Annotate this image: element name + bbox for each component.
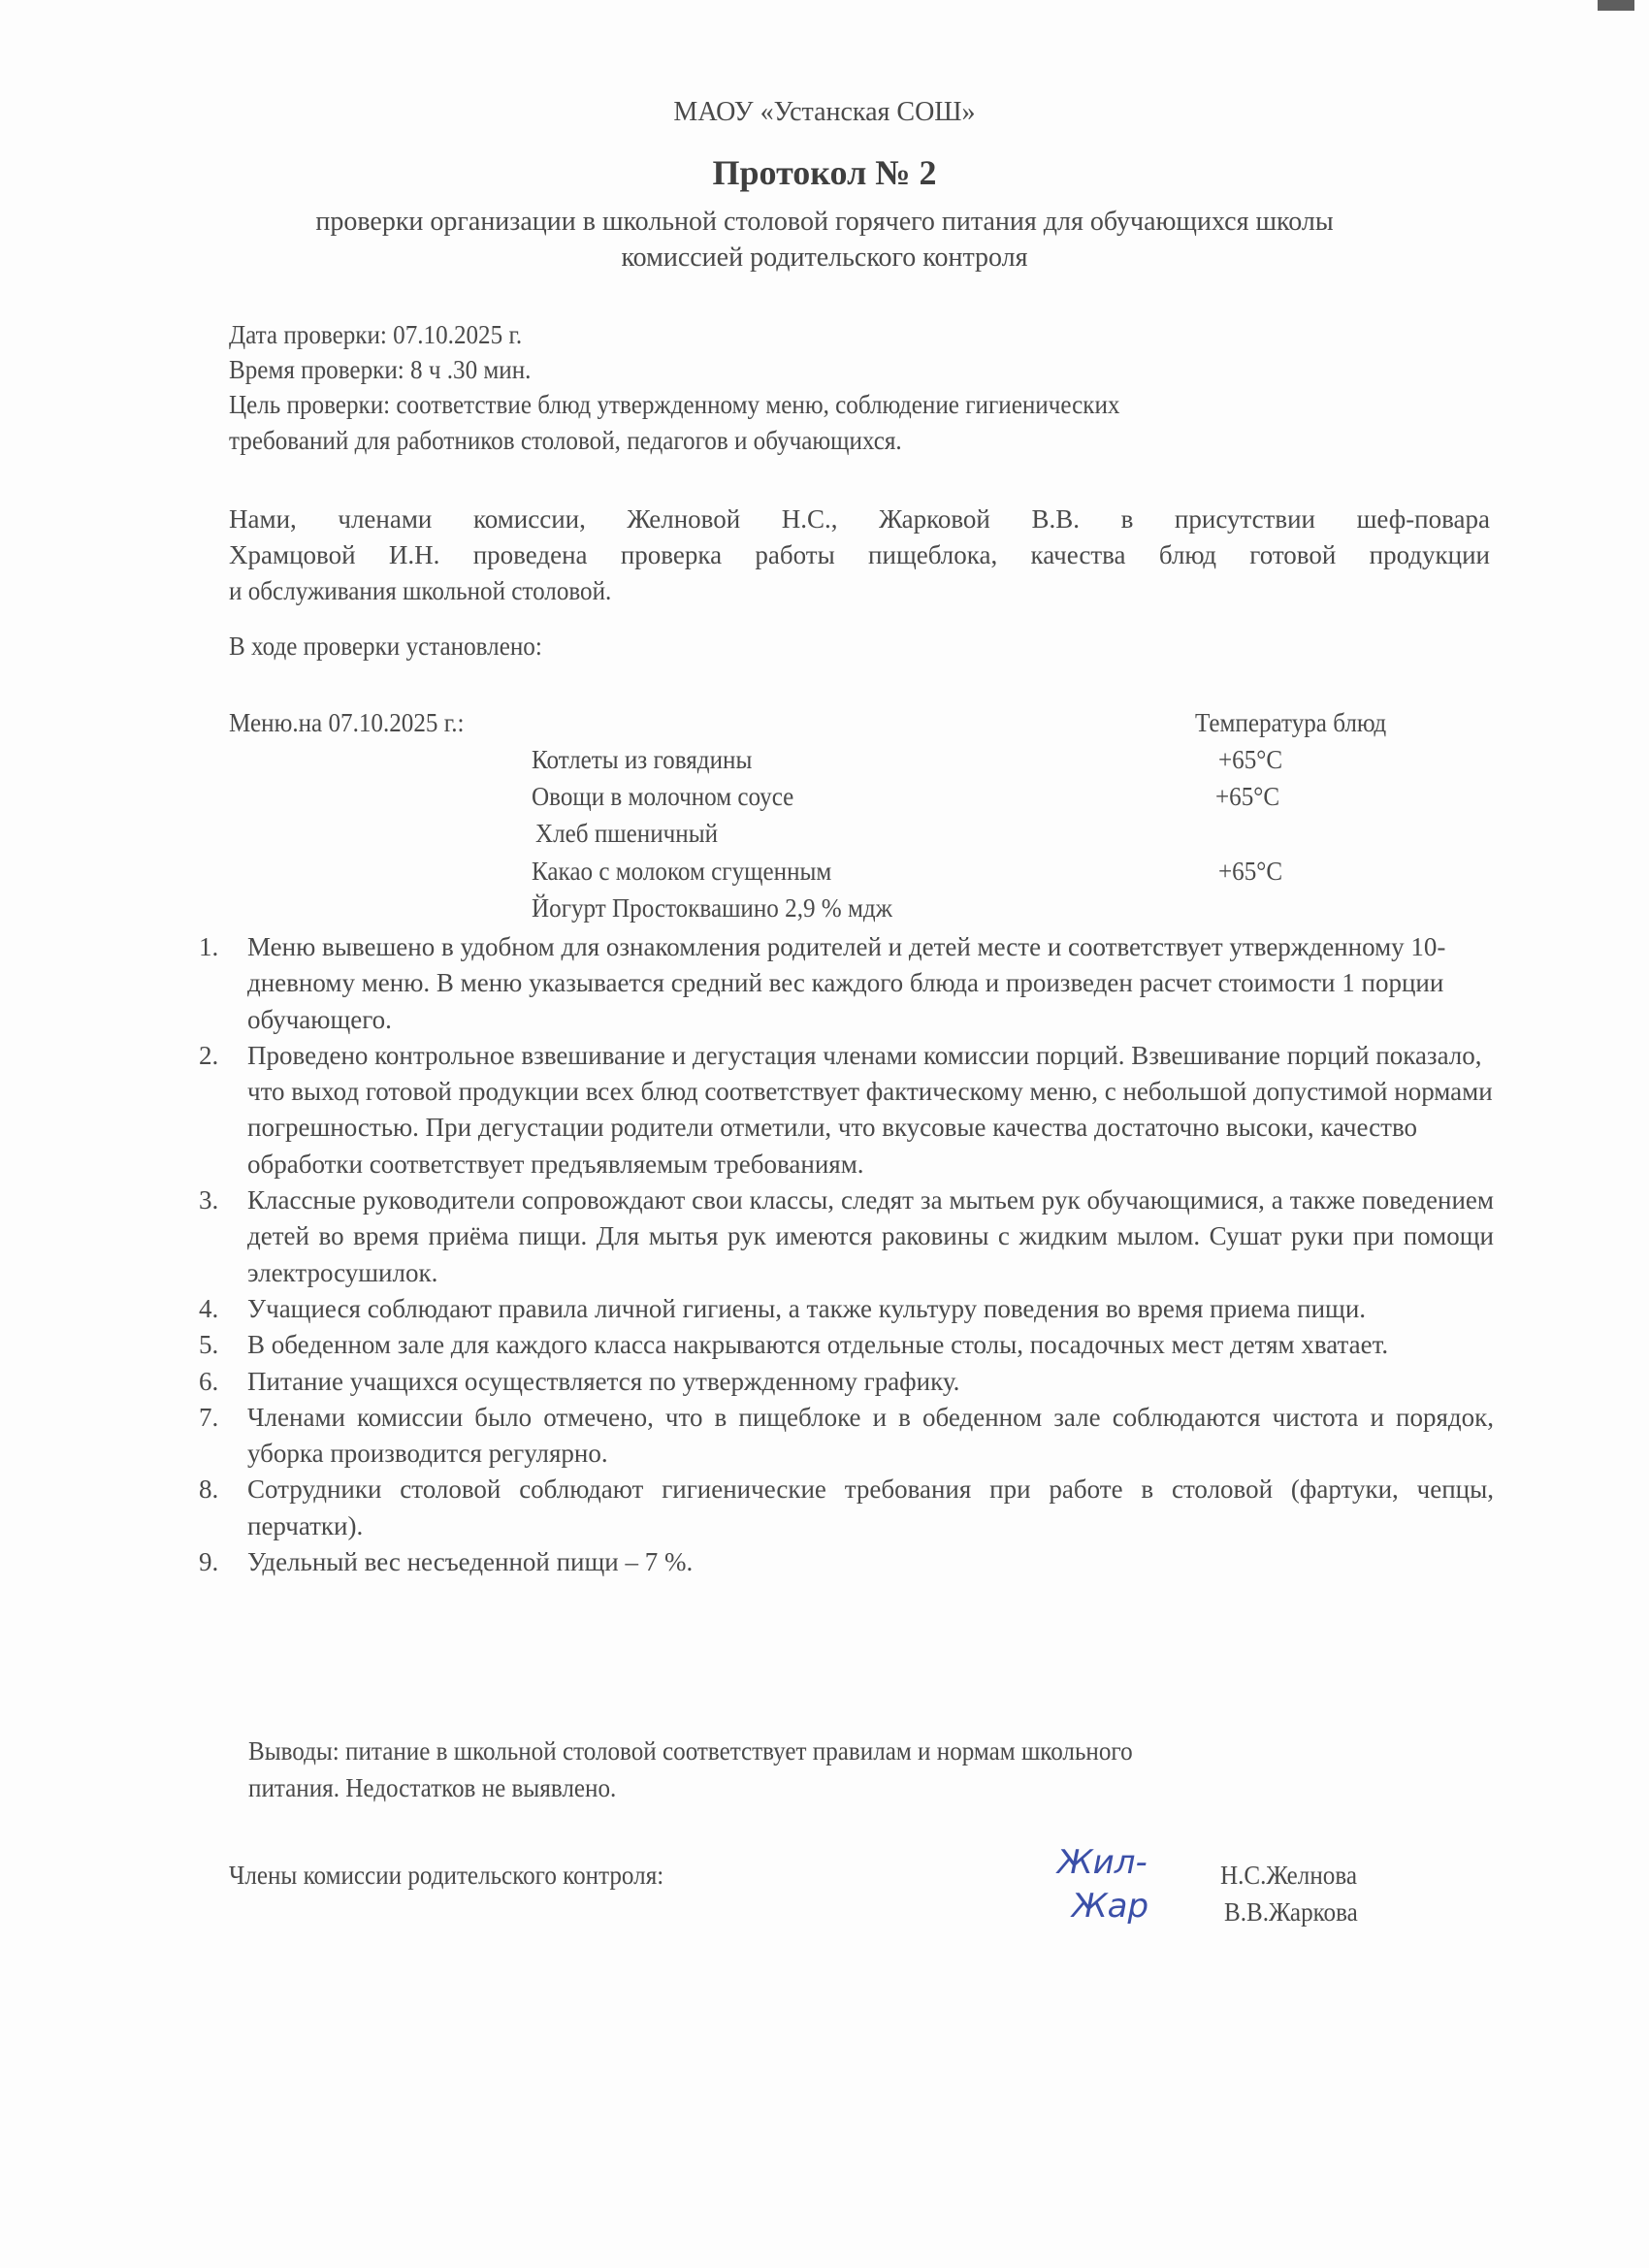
menu-item-name: Йогурт Простоквашино 2,9 % мдж (532, 893, 893, 923)
finding-number: 5. (199, 1330, 219, 1360)
finding-text: Членами комиссии было отмечено, что в пищеблоке и в обеденном зале соблюдаются чистота и порядок, уборка производится регулярно. (247, 1402, 1494, 1469)
finding-number: 2. (199, 1040, 219, 1070)
menu-item-name: Какао с молоком сгущенным (532, 857, 832, 886)
inspection-time: Время проверки: 8 ч .30 мин. (229, 355, 532, 384)
established-heading: В ходе проверки установлено: (229, 632, 542, 661)
menu-item-temp: +65°С (1215, 782, 1280, 811)
temperature-header: Температура блюд (1195, 708, 1387, 737)
school-name: МАОУ «Устанская СОШ» (673, 97, 976, 127)
finding-item (199, 1400, 1494, 1473)
finding-number: 4. (199, 1293, 219, 1323)
finding-item (199, 1544, 1494, 1580)
document-subtitle-line1: проверки организации в школьной столовой горячего питания для обучающихся школы (315, 207, 1334, 237)
member-name: Н.С.Желнова (1220, 1861, 1358, 1890)
finding-number: 7. (199, 1402, 219, 1432)
finding-number: 8. (199, 1474, 219, 1505)
conclusion-line1: Выводы: питание в школьной столовой соответствует правилам и нормам школьного (248, 1736, 1133, 1766)
document-subtitle-line2: комиссией родительского контроля (621, 243, 1028, 273)
inspection-date: Дата проверки: 07.10.2025 г. (229, 320, 523, 349)
finding-text: В обеденном зале для каждого класса накрываются отдельные столы, посадочных мест детям хватает. (247, 1330, 1389, 1360)
signature-zhelnova: Жил- (1057, 1843, 1148, 1882)
menu-item-temp: +65°С (1218, 857, 1283, 886)
menu-item-name: Овощи в молочном соусе (532, 782, 794, 811)
menu-item-temp: +65°С (1218, 745, 1283, 774)
finding-number: 3. (199, 1185, 219, 1215)
finding-number: 9. (199, 1547, 219, 1577)
document-title: Протокол № 2 (712, 153, 937, 192)
finding-item (199, 929, 1494, 1038)
intro-line2: Храмцовой И.Н. проведена проверка работы пищеблока, качества блюд готовой продукции (229, 540, 1490, 569)
finding-item (199, 1472, 1494, 1544)
finding-text: Питание учащихся осуществляется по утвержденному графику. (247, 1366, 960, 1396)
finding-text: Удельный вес несъеденной пищи – 7 %. (247, 1547, 694, 1577)
finding-number: 6. (199, 1366, 219, 1396)
finding-text: Меню вывешено в удобном для ознакомления родителей и детей месте и соответствует утвержденному 10-дневному меню. В меню указывается средний вес каждого блюда и произведен расчет стоимости 1 порции обучающего. (247, 932, 1446, 1034)
finding-text: Проведено контрольное взвешивание и дегустация членами комиссии порций. Взвешивание порций показало, что выход готовой продукции всех блюд соответствует фактическому меню, с небольшой допустимой нормами погрешностью. При дегустации родители отметили, что вкусовые качества достаточно высоки, качество обработки соответствует предъявляемым требованиям. (247, 1040, 1493, 1179)
member-name: В.В.Жаркова (1224, 1897, 1358, 1927)
intro-line1: Нами, членами комиссии, Желновой Н.С., Жарковой В.В. в присутствии шеф-повара (229, 504, 1490, 534)
findings-list (199, 929, 1494, 1580)
signatures-label: Члены комиссии родительского контроля: (229, 1861, 664, 1890)
finding-text: Классные руководители сопровождают свои классы, следят за мытьем рук обучающимися, а также поведением детей во время приёма пищи. Для мытья рук имеются раковины с жидким мылом. Сушат руки при помощи электросушилок. (247, 1185, 1494, 1287)
menu-item-name: Котлеты из говядины (532, 745, 753, 774)
finding-text: Учащиеся соблюдают правила личной гигиены, а также культуру поведения во время приема пищи. (247, 1293, 1367, 1323)
finding-item (199, 1291, 1494, 1327)
finding-text: Сотрудники столовой соблюдают гигиенические требования при работе в столовой (фартуки, чепцы, перчатки). (247, 1474, 1494, 1540)
finding-item (199, 1038, 1494, 1183)
inspection-goal-line2: требований для работников столовой, педагогов и обучающихся. (229, 426, 902, 455)
intro-line3: и обслуживания школьной столовой. (229, 576, 612, 605)
signature-zharkova: Жар (1072, 1887, 1149, 1926)
finding-item (199, 1183, 1494, 1291)
conclusion-line2: питания. Недостатков не выявлено. (248, 1773, 617, 1802)
finding-item (199, 1364, 1494, 1400)
menu-label: Меню.на 07.10.2025 г.: (229, 708, 465, 737)
scan-artifact (1598, 0, 1634, 11)
inspection-goal-line1: Цель проверки: соответствие блюд утвержденному меню, соблюдение гигиенических (229, 390, 1120, 419)
finding-number: 1. (199, 932, 219, 961)
menu-item-name: Хлеб пшеничный (535, 819, 719, 848)
finding-item (199, 1327, 1494, 1363)
